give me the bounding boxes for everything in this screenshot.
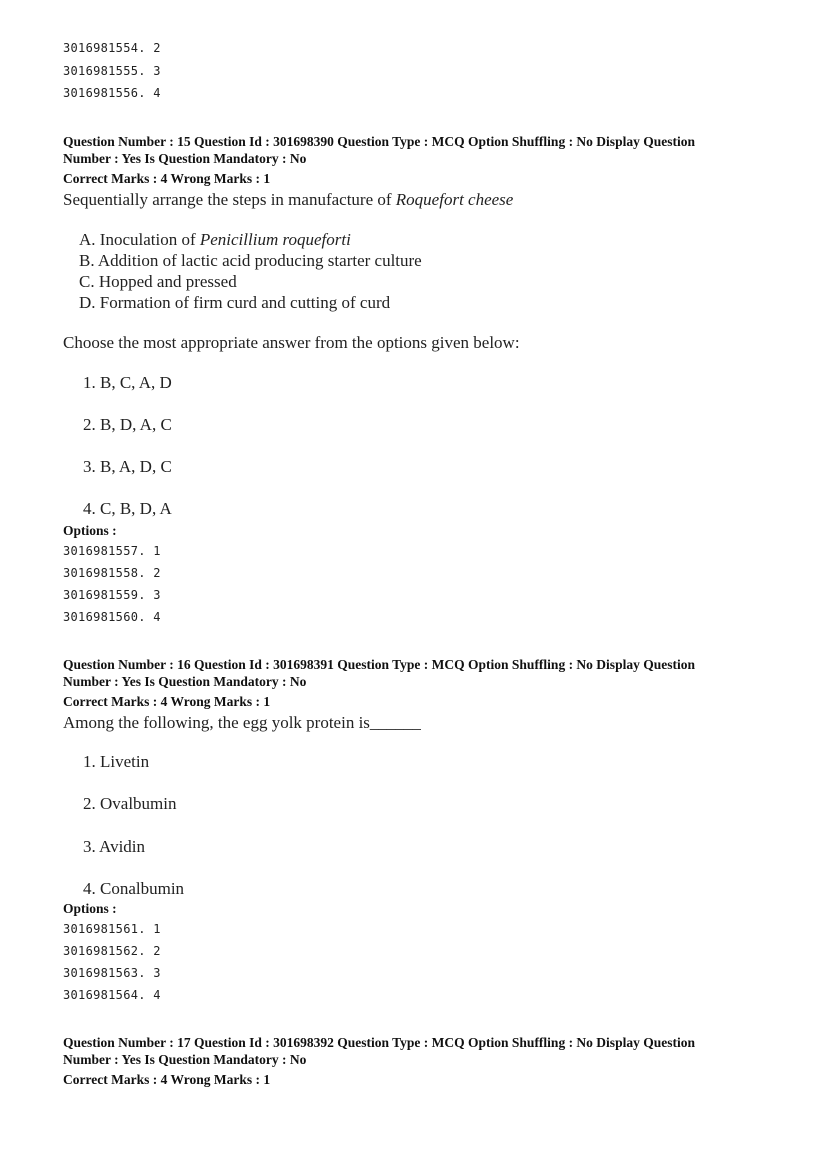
step-c [79, 272, 237, 292]
question-stem [63, 190, 513, 210]
prev-option-id: 3016981554. 2 [63, 41, 161, 55]
options-label: Options : [63, 523, 117, 538]
option-id: 3016981560. 4 [63, 610, 161, 624]
question-meta-line1: Question Number : 17 Question Id : 301698392 Question Type : MCQ Option Shuffling : No Display Question [63, 1035, 695, 1050]
question-meta-line2: Number : Yes Is Question Mandatory : No [63, 151, 307, 166]
question-stem-italic: Roquefort cheese [395, 190, 514, 209]
question-marks: Correct Marks : 4 Wrong Marks : 1 [63, 1072, 271, 1087]
options-label: Options : [63, 901, 117, 916]
answer-choice-1: 1. Livetin [83, 752, 150, 771]
step-text: C. Hopped and pressed [79, 272, 237, 291]
question-meta-line1: Question Number : 15 Question Id : 301698390 Question Type : MCQ Option Shuffling : No Display Question [63, 134, 695, 149]
step-text: D. Formation of firm curd and cutting of curd [79, 293, 391, 312]
step-text: B. Addition of lactic acid producing starter culture [79, 251, 422, 270]
step-b [79, 251, 422, 271]
step-a [79, 230, 351, 250]
question-meta-line2: Number : Yes Is Question Mandatory : No [63, 674, 307, 689]
question-marks: Correct Marks : 4 Wrong Marks : 1 [63, 694, 271, 709]
step-d [79, 293, 390, 313]
option-id: 3016981563. 3 [63, 966, 161, 980]
answer-choice-4: 4. C, B, D, A [83, 499, 172, 518]
question-meta-line2: Number : Yes Is Question Mandatory : No [63, 1052, 307, 1067]
answer-choice-3: 3. B, A, D, C [83, 457, 172, 476]
option-id: 3016981561. 1 [63, 922, 161, 936]
option-id: 3016981559. 3 [63, 588, 161, 602]
prev-option-id: 3016981556. 4 [63, 86, 161, 100]
option-id: 3016981564. 4 [63, 988, 161, 1002]
option-id: 3016981557. 1 [63, 544, 161, 558]
answer-choice-2: 2. B, D, A, C [83, 415, 172, 434]
option-id: 3016981562. 2 [63, 944, 161, 958]
question-marks: Correct Marks : 4 Wrong Marks : 1 [63, 171, 271, 186]
step-text: A. Inoculation of [79, 230, 200, 249]
question-stem: Among the following, the egg yolk protein is______ [63, 713, 421, 732]
answer-choice-4: 4. Conalbumin [83, 879, 185, 898]
step-italic: Penicillium roqueforti [199, 230, 351, 249]
question-stem-text: Sequentially arrange the steps in manufacture of [63, 190, 396, 209]
question-meta-line1: Question Number : 16 Question Id : 301698391 Question Type : MCQ Option Shuffling : No Display Question [63, 657, 695, 672]
option-id: 3016981558. 2 [63, 566, 161, 580]
prev-option-id: 3016981555. 3 [63, 64, 161, 78]
answer-choice-2: 2. Ovalbumin [83, 794, 177, 813]
answer-choice-3: 3. Avidin [83, 837, 146, 856]
answer-choice-1: 1. B, C, A, D [83, 373, 172, 392]
question-instruction: Choose the most appropriate answer from the options given below: [63, 333, 520, 352]
